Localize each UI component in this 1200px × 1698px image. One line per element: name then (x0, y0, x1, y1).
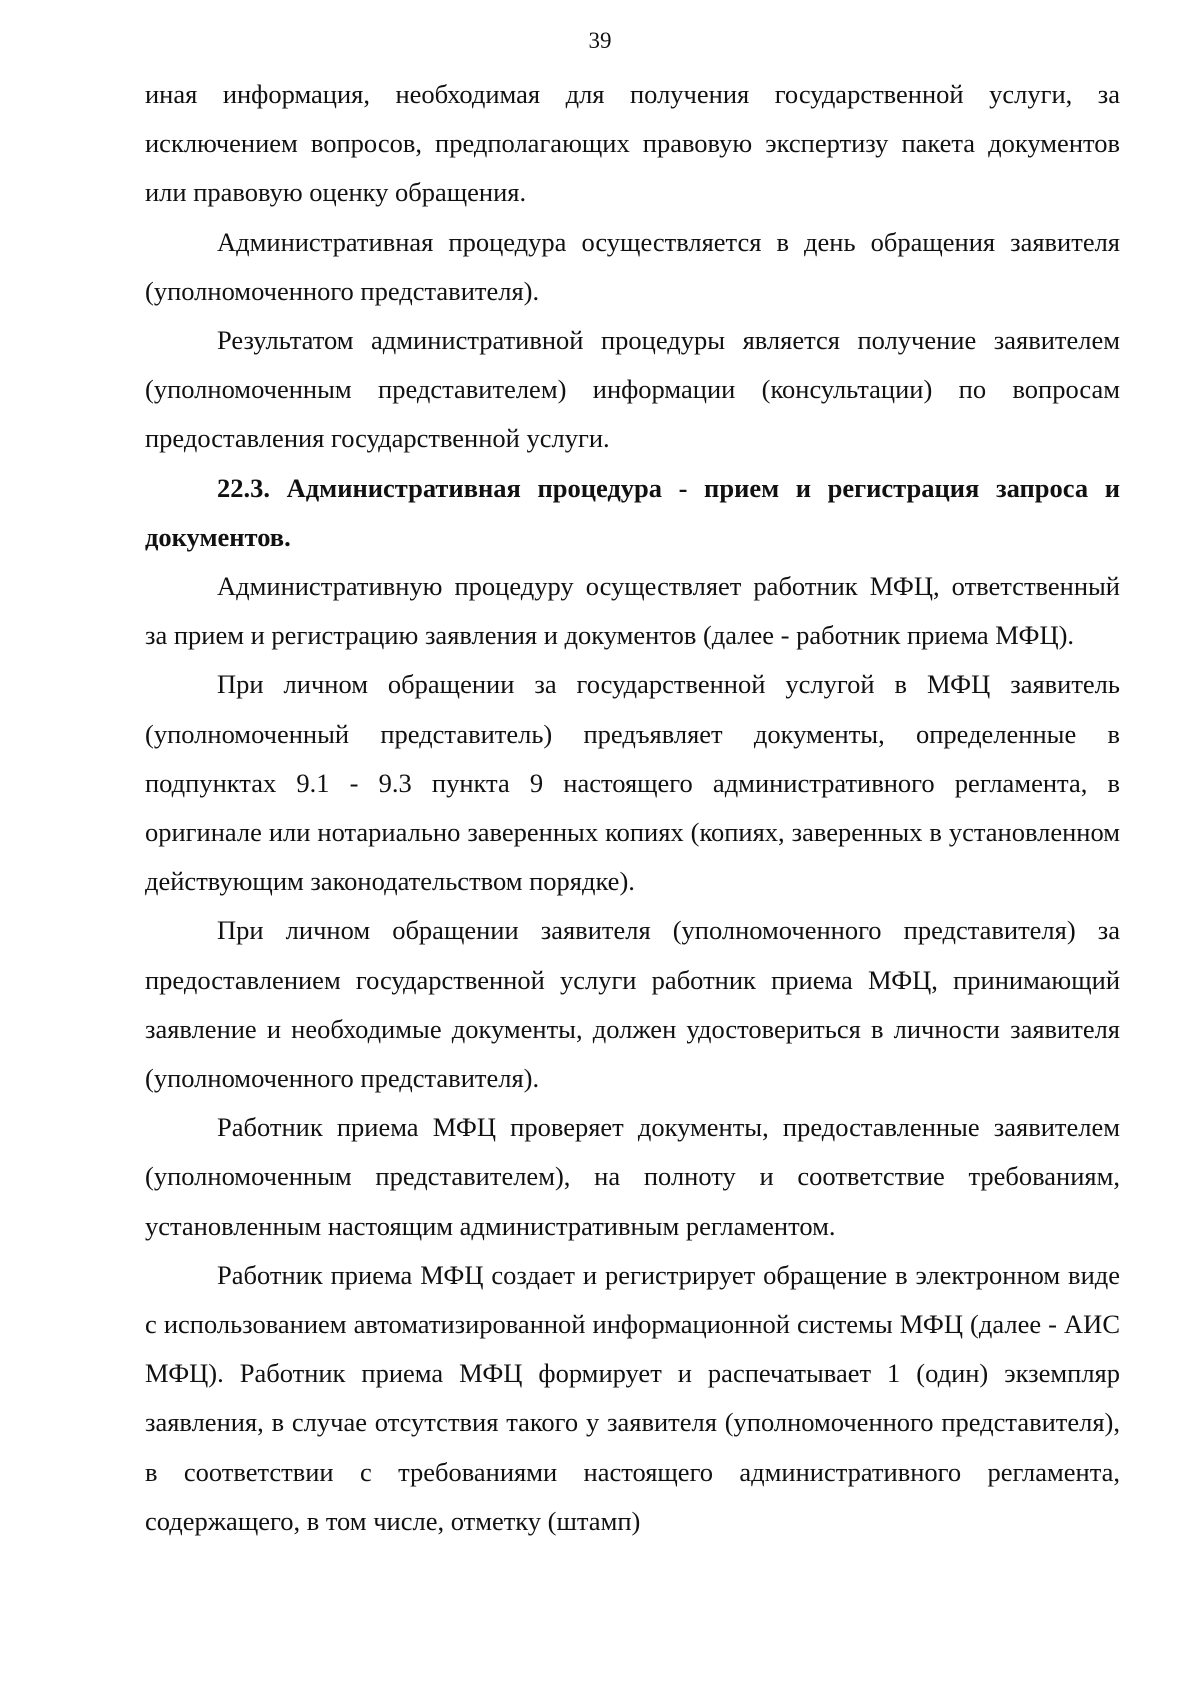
paragraph-procedure-day: Административная процедура осуществляется в день обращения заявителя (уполномоченного представителя). (145, 226, 1120, 306)
section-heading-22-3: 22.3. Административная процедура - прием и регистрация запроса и документов. (145, 472, 1120, 552)
paragraph-identity-check: При личном обращении заявителя (уполномоченного представителя) за предоставлением государственной услуги работник приема МФЦ, принимающий заявление и необходимые документы, должен удостовериться в личности заявителя (уполномоченного представителя). (145, 915, 1120, 1094)
paragraph-procedure-performer: Административную процедуру осуществляет работник МФЦ, ответственный за прием и регистрацию заявления и документов (далее - работник приема МФЦ). (145, 571, 1120, 651)
paragraph-document-verification: Работник приема МФЦ проверяет документы, предоставленные заявителем (уполномоченным представителем), на полноту и соответствие требованиям, установленным настоящим административным регламентом. (145, 1112, 1120, 1241)
paragraph-registration: Работник приема МФЦ создает и регистрирует обращение в электронном виде с использованием автоматизированной информационной системы МФЦ (далее - АИС МФЦ). Работник приема МФЦ формирует и распечатывает 1 (один) экземпляр заявления, в случае отсутствия такого у заявителя (уполномоченного представителя), в соответствии с требованиями настоящего административного регламента, содержащего, в том числе, отметку (штамп) (145, 1259, 1120, 1536)
paragraph-personal-visit-documents: При личном обращении за государственной услугой в МФЦ заявитель (уполномоченный представитель) предъявляет документы, определенные в подпунктах 9.1 - 9.3 пункта 9 настоящего административного регламента, в оригинале или нотариально заверенных копиях (копиях, заверенных в установленном действующим законодательством порядке). (145, 669, 1120, 897)
document-body (145, 70, 1120, 1546)
page-number: 39 (588, 28, 612, 53)
paragraph-procedure-result: Результатом административной процедуры является получение заявителем (уполномоченным представителем) информации (консультации) по вопросам предоставления государственной услуги. (145, 325, 1120, 454)
paragraph-continuation: иная информация, необходимая для получения государственной услуги, за исключением вопросов, предполагающих правовую экспертизу пакета документов или правовую оценку обращения. (145, 79, 1120, 208)
